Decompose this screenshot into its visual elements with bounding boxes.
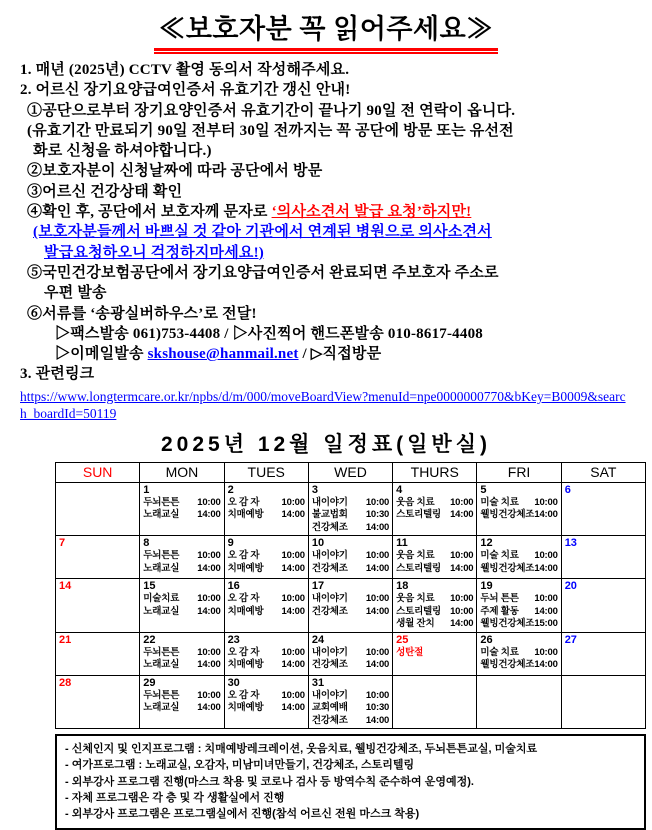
day-number: 8 — [143, 537, 150, 550]
entry-name: 내이야기 — [311, 593, 348, 605]
calendar-day-cell — [477, 579, 561, 633]
day-header-cell: MON — [140, 462, 224, 482]
day-number: 29 — [143, 676, 156, 689]
entry-time: 10:00 — [534, 550, 558, 562]
calendar-day-cell — [393, 579, 477, 633]
schedule-entry — [396, 497, 473, 510]
calendar-title: 2025년 12월 일정표(일반실) — [160, 432, 492, 456]
calendar-day-cell — [140, 675, 224, 729]
schedule-entry — [396, 550, 473, 563]
text-segment: ④확인 후, 공단에서 보호자께 문자로 — [27, 204, 272, 221]
entry-time: 10:00 — [197, 496, 221, 508]
entry-name: 성탄절 — [396, 646, 424, 658]
entry-name: 노래교실 — [143, 562, 180, 574]
entry-time: 14:00 — [365, 714, 390, 726]
entry-time: 10:00 — [281, 550, 305, 562]
entry-time: 14:00 — [197, 702, 221, 714]
text-segment: / ▷직접방문 — [298, 346, 382, 363]
calendar-day-cell — [308, 579, 392, 633]
doc-line — [0, 202, 652, 222]
entry-time: 10:00 — [281, 593, 305, 605]
note-line: - 외부강사 프로그램 진행(마스크 착용 및 코로나 검사 등 방역수칙 준수하여 운영예정). — [65, 775, 474, 788]
schedule-entry — [312, 715, 389, 728]
entry-name: 오 감 자 — [227, 689, 260, 701]
day-number: 30 — [227, 676, 240, 689]
schedule-entry — [312, 563, 389, 576]
entry-name: 웃음 치료 — [396, 593, 435, 605]
calendar-day-cell — [224, 482, 308, 536]
document-body — [0, 60, 652, 385]
doc-line — [0, 182, 652, 202]
schedule-entry — [312, 593, 389, 606]
schedule-entry — [228, 647, 305, 660]
text-segment: ①공단으로부터 장기요양인증서 유효기간이 끝나기 90일 전 연락이 옵니다. — [27, 102, 516, 119]
day-number: 17 — [311, 580, 325, 593]
entry-name: 두뇌튼튼 — [143, 689, 180, 701]
schedule-entry — [480, 550, 557, 563]
entry-time: 14:00 — [197, 605, 221, 617]
entry-name: 오 감 자 — [227, 550, 260, 562]
entry-name: 건강체조 — [311, 714, 348, 726]
day-number: 31 — [311, 676, 325, 689]
calendar-day-cell — [56, 579, 140, 633]
schedule-entry — [143, 593, 220, 606]
text-segment: ②보호자분이 신청날짜에 따라 공단에서 방문 — [27, 163, 323, 180]
schedule-entry — [143, 550, 220, 563]
doc-line — [0, 243, 652, 263]
calendar-day-cell — [140, 536, 224, 579]
blue-emphasis-text: (보호자분들께서 바쁘실 것 같아 기관에서 연계된 병원으로 의사소견서 — [33, 224, 492, 241]
entry-name: 건강체조 — [311, 605, 348, 617]
text-segment: 화로 신청을 하셔야합니다.) — [33, 143, 212, 160]
doc-line — [0, 304, 652, 324]
entry-time: 10:00 — [281, 496, 305, 508]
entry-time: 10:00 — [281, 646, 305, 658]
calendar-day-cell — [393, 482, 477, 536]
entry-name: 스토리텔링 — [396, 509, 442, 521]
calendar-day-cell — [56, 536, 140, 579]
entry-name: 미술 치료 — [480, 496, 519, 508]
entry-name: 건강체조 — [311, 562, 348, 574]
schedule-entry — [312, 550, 389, 563]
entry-time: 10:00 — [534, 646, 558, 658]
entry-name: 치매예방 — [227, 702, 264, 714]
schedule-entry — [143, 606, 220, 619]
schedule-entry — [396, 647, 473, 660]
day-number: 15 — [143, 580, 156, 593]
entry-time: 14:00 — [281, 509, 305, 521]
day-number: 4 — [396, 483, 403, 496]
day-number: 21 — [59, 633, 72, 646]
entry-time: 10:00 — [365, 550, 390, 562]
day-number: 10 — [311, 537, 325, 550]
schedule-entry — [143, 690, 220, 703]
text-segment: ③어르신 건강상태 확인 — [27, 183, 183, 200]
entry-name: 웰빙건강체조 — [480, 659, 535, 671]
day-header-cell: SUN — [56, 462, 140, 482]
schedule-entry — [312, 659, 389, 672]
day-header-cell: WED — [308, 462, 392, 482]
doc-line — [0, 141, 652, 161]
day-number: 13 — [564, 537, 577, 550]
entry-time: 14:00 — [450, 509, 474, 521]
calendar-day-cell — [56, 632, 140, 675]
schedule-entry — [228, 497, 305, 510]
doc-line — [0, 222, 652, 242]
schedule-entry — [480, 659, 557, 672]
calendar-day-cell — [477, 536, 561, 579]
calendar-day-cell — [561, 579, 645, 633]
day-number: 24 — [311, 633, 325, 646]
entry-time: 14:00 — [281, 562, 305, 574]
entry-time: 10:00 — [450, 550, 474, 562]
entry-name: 웃음 치료 — [396, 550, 435, 562]
doc-line — [0, 101, 652, 121]
entry-time: 14:00 — [365, 605, 390, 617]
entry-time: 14:00 — [534, 562, 558, 574]
entry-name: 내이야기 — [311, 689, 348, 701]
calendar-day-cell — [224, 536, 308, 579]
calendar-day-cell — [224, 579, 308, 633]
entry-name: 노래교실 — [143, 605, 180, 617]
schedule-entry — [143, 497, 220, 510]
schedule-entry — [312, 606, 389, 619]
entry-time: 10:30 — [365, 702, 390, 714]
calendar-day-cell — [308, 632, 392, 675]
day-number: 3 — [311, 483, 318, 496]
day-number: 23 — [227, 633, 240, 646]
calendar-day-cell — [308, 482, 392, 536]
note-line: - 외부강사 프로그램은 프로그램실에서 진행(참석 어르신 전원 마스크 착용) — [65, 808, 420, 821]
title-wrap — [0, 0, 652, 51]
entry-name: 웰빙건강체조 — [480, 618, 535, 630]
schedule-entry — [312, 690, 389, 703]
entry-name: 오 감 자 — [227, 496, 260, 508]
doc-line — [0, 283, 652, 303]
entry-time: 14:00 — [281, 605, 305, 617]
schedule-entry — [143, 659, 220, 672]
schedule-entry — [480, 593, 557, 606]
entry-time: 14:00 — [450, 618, 474, 630]
day-number: 7 — [59, 537, 66, 550]
schedule-entry — [480, 509, 557, 522]
entry-time: 10:00 — [281, 689, 305, 701]
day-number: 26 — [480, 633, 493, 646]
blue-emphasis-text: 발급요청하오니 걱정하지마세요!) — [44, 244, 265, 261]
entry-time: 10:30 — [365, 509, 390, 521]
calendar-header-row — [56, 462, 646, 482]
calendar-day-cell — [393, 675, 477, 729]
day-number: 18 — [396, 580, 409, 593]
entry-name: 두뇌 튼튼 — [480, 593, 519, 605]
entry-time: 15:00 — [534, 618, 558, 630]
entry-name: 교회예배 — [311, 702, 348, 714]
red-emphasis-text: ‘의사소견서 발급 요청’하지만! — [271, 204, 472, 221]
schedule-entry — [143, 563, 220, 576]
schedule-entry — [228, 659, 305, 672]
calendar-day-cell — [561, 675, 645, 729]
entry-name: 건강체조 — [311, 521, 348, 533]
calendar-day-cell — [477, 632, 561, 675]
calendar-day-cell — [224, 675, 308, 729]
day-header-cell: SAT — [561, 462, 645, 482]
email-link[interactable]: skshouse@hanmail.net — [147, 346, 299, 363]
day-number: 5 — [480, 483, 487, 496]
entry-time: 10:00 — [450, 496, 474, 508]
schedule-entry — [396, 606, 473, 619]
schedule-entry — [480, 563, 557, 576]
calendar-body — [56, 482, 646, 729]
entry-name: 건강체조 — [311, 659, 348, 671]
doc-line — [0, 263, 652, 283]
entry-time: 14:00 — [534, 659, 558, 671]
entry-time: 10:00 — [197, 689, 221, 701]
day-number: 14 — [59, 580, 72, 593]
entry-name: 두뇌튼튼 — [143, 550, 180, 562]
notice-title: ≪보호자분 꼭 읽어주세요≫ — [154, 7, 497, 51]
calendar-day-cell — [140, 579, 224, 633]
note-line: - 자체 프로그램은 각 층 및 각 생활실에서 진행 — [65, 791, 285, 804]
day-number: 2 — [227, 483, 234, 496]
schedule-entry — [312, 522, 389, 535]
day-header-cell: TUES — [224, 462, 308, 482]
entry-time: 10:00 — [197, 646, 221, 658]
schedule-entry — [143, 647, 220, 660]
entry-time: 10:00 — [365, 593, 390, 605]
entry-time: 14:00 — [197, 562, 221, 574]
day-number: 1 — [143, 483, 150, 496]
entry-time: 10:00 — [365, 496, 390, 508]
text-segment: 2. 어르신 장기요양급여인증서 유효기간 갱신 안내! — [20, 82, 351, 99]
entry-time: 14:00 — [365, 521, 390, 533]
schedule-entry — [480, 606, 557, 619]
calendar-day-cell — [308, 675, 392, 729]
entry-name: 스토리텔링 — [396, 605, 442, 617]
doc-line — [0, 80, 652, 100]
day-number: 6 — [564, 483, 571, 496]
schedule-entry — [312, 647, 389, 660]
day-header-cell: FRI — [477, 462, 561, 482]
notes-box — [55, 734, 646, 830]
entry-time: 10:00 — [534, 496, 558, 508]
day-number: 20 — [564, 580, 577, 593]
schedule-entry — [396, 563, 473, 576]
entry-time: 10:00 — [450, 605, 474, 617]
calendar-table — [55, 462, 646, 730]
entry-time: 14:00 — [197, 509, 221, 521]
schedule-entry — [396, 509, 473, 522]
doc-line — [0, 161, 652, 181]
entry-name: 노래교실 — [143, 659, 180, 671]
entry-name: 스토리텔링 — [396, 562, 442, 574]
calendar-day-cell — [140, 482, 224, 536]
calendar-day-cell — [224, 632, 308, 675]
entry-name: 두뇌튼튼 — [143, 646, 180, 658]
calendar-day-cell — [561, 632, 645, 675]
calendar-day-cell — [561, 536, 645, 579]
entry-name: 내이야기 — [311, 646, 348, 658]
entry-name: 두뇌튼튼 — [143, 496, 180, 508]
day-number: 16 — [227, 580, 240, 593]
entry-time: 14:00 — [281, 659, 305, 671]
entry-name: 노래교실 — [143, 702, 180, 714]
calendar-day-cell — [56, 675, 140, 729]
schedule-entry — [228, 606, 305, 619]
entry-name: 치매예방 — [227, 509, 264, 521]
entry-name: 치매예방 — [227, 605, 264, 617]
entry-name: 웃음 치료 — [396, 496, 435, 508]
schedule-entry — [228, 690, 305, 703]
entry-name: 오 감 자 — [227, 593, 260, 605]
schedule-entry — [312, 509, 389, 522]
day-number: 22 — [143, 633, 156, 646]
entry-time: 14:00 — [450, 562, 474, 574]
calendar-day-cell — [393, 536, 477, 579]
text-segment: (유효기간 만료되기 90일 전부터 30일 전까지는 꼭 공단에 방문 또는 유선전 — [27, 122, 514, 139]
calendar-day-cell — [477, 675, 561, 729]
entry-time: 14:00 — [197, 659, 221, 671]
entry-name: 웰빙건강체조 — [480, 509, 535, 521]
entry-time: 14:00 — [281, 702, 305, 714]
entry-time: 10:00 — [450, 593, 474, 605]
entry-name: 생월 잔치 — [396, 618, 435, 630]
entry-name: 내이야기 — [311, 550, 348, 562]
doc-line — [0, 324, 652, 344]
calendar-day-cell — [393, 632, 477, 675]
related-link[interactable]: https://www.longtermcare.or.kr/npbs/d/m/000/moveBoardView?menuId=npe0000000770&bKey=B0009&search_boardId=50119 — [20, 388, 626, 421]
day-number: 19 — [480, 580, 493, 593]
day-number: 28 — [59, 676, 72, 689]
entry-name: 오 감 자 — [227, 646, 260, 658]
schedule-entry — [143, 509, 220, 522]
text-segment: ▷이메일발송 — [55, 346, 148, 363]
entry-time: 10:00 — [197, 550, 221, 562]
day-number: 25 — [396, 633, 409, 646]
entry-time: 10:00 — [365, 646, 390, 658]
entry-time: 10:00 — [197, 593, 221, 605]
entry-name: 불교법회 — [311, 509, 348, 521]
schedule-entry — [480, 497, 557, 510]
schedule-entry — [228, 509, 305, 522]
day-number: 12 — [480, 537, 493, 550]
text-segment: 3. 관련링크 — [20, 366, 95, 383]
day-number: 27 — [564, 633, 577, 646]
entry-time: 10:00 — [365, 689, 390, 701]
entry-name: 내이야기 — [311, 496, 348, 508]
entry-name: 치매예방 — [227, 562, 264, 574]
doc-line — [0, 364, 652, 384]
calendar-day-cell — [140, 632, 224, 675]
schedule-entry — [228, 563, 305, 576]
entry-time: 14:00 — [365, 659, 390, 671]
entry-time: 14:00 — [534, 509, 558, 521]
day-number: 11 — [396, 537, 408, 550]
calendar-day-cell — [56, 482, 140, 536]
entry-name: 미술치료 — [143, 593, 180, 605]
entry-time: 10:00 — [534, 593, 558, 605]
schedule-entry — [312, 702, 389, 715]
schedule-entry — [480, 618, 557, 631]
calendar-day-cell — [477, 482, 561, 536]
entry-name: 웰빙건강체조 — [480, 562, 535, 574]
doc-line — [0, 60, 652, 80]
entry-name: 주제 활동 — [480, 605, 519, 617]
text-segment: 우편 발송 — [44, 285, 107, 302]
schedule-entry — [396, 618, 473, 631]
entry-time: 14:00 — [365, 562, 390, 574]
doc-line — [0, 344, 652, 364]
schedule-entry — [228, 593, 305, 606]
schedule-entry — [396, 593, 473, 606]
day-header-cell: THURS — [393, 462, 477, 482]
note-line: - 여가프로그램 : 노래교실, 오감자, 미남미녀만들기, 건강체조, 스토리텔링 — [65, 759, 415, 772]
calendar-day-cell — [561, 482, 645, 536]
calendar-day-cell — [308, 536, 392, 579]
text-segment: 1. 매년 (2025년) CCTV 촬영 동의서 작성해주세요. — [20, 62, 350, 78]
doc-line — [0, 121, 652, 141]
schedule-entry — [228, 702, 305, 715]
schedule-entry — [143, 702, 220, 715]
schedule-entry — [312, 497, 389, 510]
schedule-entry — [228, 550, 305, 563]
note-line: - 신체인지 및 인지프로그램 : 치매예방레크레이션, 웃음치료, 웰빙건강체조, 두뇌튼튼교실, 미술치료 — [65, 743, 538, 756]
text-segment: ⑤국민건강보험공단에서 장기요양급여인증서 완료되면 주보호자 주소로 — [27, 264, 499, 281]
entry-name: 미술 치료 — [480, 550, 519, 562]
entry-time: 14:00 — [534, 605, 558, 617]
schedule-entry — [480, 647, 557, 660]
entry-name: 치매예방 — [227, 659, 264, 671]
day-number: 9 — [227, 537, 234, 550]
text-segment: ⑥서류를 ‘송광실버하우스’로 전달! — [27, 305, 257, 322]
text-segment: ▷팩스발송 061)753-4408 / ▷사진찍어 핸드폰발송 010-8617-4408 — [55, 325, 483, 342]
entry-name: 노래교실 — [143, 509, 180, 521]
entry-name: 미술 치료 — [480, 646, 519, 658]
